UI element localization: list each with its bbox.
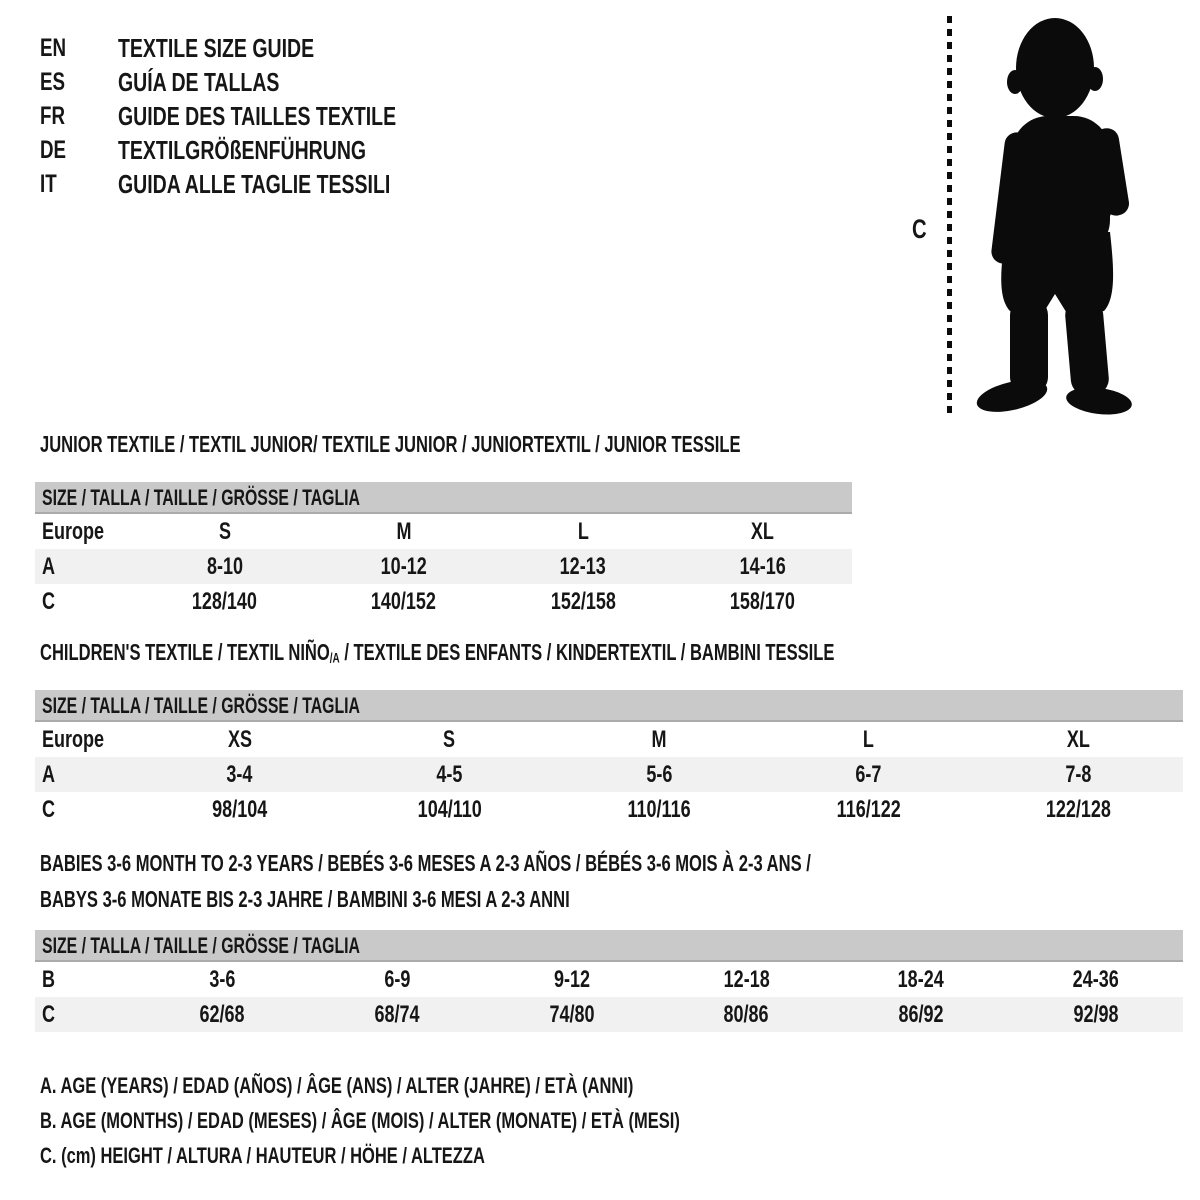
size-header-bar: SIZE / TALLA / TAILLE / GRÖSSE / TAGLIA xyxy=(42,933,360,958)
size-table-junior xyxy=(35,482,852,619)
legend-line-b: B. AGE (MONTHS) / EDAD (MESES) / ÂGE (MOIS) / ALTER (MONATE) / ETÀ (MESI) xyxy=(40,1108,680,1133)
table-cell: 18-24 xyxy=(898,966,945,993)
table-cell: L xyxy=(577,518,589,545)
table-row xyxy=(35,792,1183,827)
table-cell: 92/98 xyxy=(1073,1001,1119,1028)
size-header-bar: SIZE / TALLA / TAILLE / GRÖSSE / TAGLIA xyxy=(42,485,360,510)
table-cell: 122/128 xyxy=(1045,796,1111,823)
row-label: Europe xyxy=(42,518,105,545)
table-cell: 152/158 xyxy=(550,588,616,615)
legend-block xyxy=(40,1068,893,1173)
size-table-children-rows xyxy=(35,722,1183,827)
table-cell: 24-36 xyxy=(1072,966,1119,993)
legend-line-c: C. (cm) HEIGHT / ALTURA / HAUTEUR / HÖHE / ALTEZZA xyxy=(40,1143,485,1168)
language-row xyxy=(40,31,489,65)
legend-line-a: A. AGE (YEARS) / EDAD (AÑOS) / ÂGE (ANS) / ALTER (JAHRE) / ETÀ (ANNI) xyxy=(40,1073,634,1098)
table-cell: XL xyxy=(750,518,774,545)
table-cell: 128/140 xyxy=(192,588,258,615)
toddler-silhouette-svg xyxy=(962,12,1137,417)
table-row xyxy=(35,757,1183,792)
language-code: ES xyxy=(40,68,66,96)
language-title: GUIDE DES TAILLES TEXTILE xyxy=(118,101,397,131)
table-cell: 5-6 xyxy=(645,761,672,788)
table-cell: 6-7 xyxy=(855,761,882,788)
table-cell: XS xyxy=(227,726,252,753)
language-row xyxy=(40,65,489,99)
table-row xyxy=(35,997,1183,1032)
section-title-children: CHILDREN'S TEXTILE / TEXTIL NIÑO/A / TEXTILE DES ENFANTS / KINDERTEXTIL / BAMBINI TESSILE xyxy=(40,639,835,666)
language-title: GUÍA DE TALLAS xyxy=(118,67,280,97)
table-cell: 8-10 xyxy=(206,553,243,580)
language-code: IT xyxy=(40,170,57,198)
table-cell: 9-12 xyxy=(553,966,590,993)
size-table-babies-rows xyxy=(35,962,1183,1032)
size-table-children xyxy=(35,690,1183,827)
language-code: DE xyxy=(40,136,67,164)
table-row xyxy=(35,584,852,619)
table-cell: S xyxy=(218,518,231,545)
table-cell: M xyxy=(651,726,667,753)
language-row xyxy=(40,99,489,133)
height-dashed-line xyxy=(947,16,952,418)
section-title-babies-line1: BABIES 3-6 MONTH TO 2-3 YEARS / BEBÉS 3-6 MESES A 2-3 AÑOS / BÉBÉS 3-6 MOIS À 2-3 ANS / xyxy=(40,850,811,876)
row-label: A xyxy=(42,553,56,580)
language-row xyxy=(40,133,489,167)
table-cell: XL xyxy=(1066,726,1090,753)
language-title: GUIDA ALLE TAGLIE TESSILI xyxy=(118,169,391,199)
language-code: EN xyxy=(40,34,67,62)
table-cell: 74/80 xyxy=(549,1001,595,1028)
section-title-junior: JUNIOR TEXTILE / TEXTIL JUNIOR/ TEXTILE JUNIOR / JUNIORTEXTIL / JUNIOR TESSILE xyxy=(40,431,741,457)
table-cell: S xyxy=(443,726,456,753)
size-table-babies xyxy=(35,930,1183,1032)
table-cell: 110/116 xyxy=(627,796,691,823)
table-cell: 86/92 xyxy=(898,1001,944,1028)
table-cell: 14-16 xyxy=(739,553,786,580)
table-cell: 6-9 xyxy=(383,966,411,993)
table-cell: 158/170 xyxy=(729,588,795,615)
language-code: FR xyxy=(40,102,65,130)
table-cell: 4-5 xyxy=(436,761,463,788)
row-label: A xyxy=(42,761,56,788)
table-row xyxy=(35,514,852,549)
row-label: Europe xyxy=(42,726,105,753)
table-cell: 62/68 xyxy=(199,1001,245,1028)
row-label: B xyxy=(42,966,56,993)
table-cell: 12-13 xyxy=(560,553,607,580)
table-cell: 3-4 xyxy=(226,761,253,788)
table-row xyxy=(35,962,1183,997)
table-cell: 80/86 xyxy=(723,1001,769,1028)
table-cell: 98/104 xyxy=(212,796,268,823)
language-title-block xyxy=(40,31,489,201)
title-subscript: /A xyxy=(329,650,340,666)
language-title: TEXTILGRÖßENFÜHRUNG xyxy=(118,135,367,165)
table-cell: 10-12 xyxy=(380,553,427,580)
row-label: C xyxy=(42,796,56,823)
table-cell: L xyxy=(863,726,875,753)
table-cell: 7-8 xyxy=(1065,761,1092,788)
table-cell: 3-6 xyxy=(209,966,236,993)
size-table-junior-rows xyxy=(35,514,852,619)
height-marker-label: C xyxy=(912,214,927,244)
language-row xyxy=(40,167,489,201)
size-header-bar: SIZE / TALLA / TAILLE / GRÖSSE / TAGLIA xyxy=(42,693,360,718)
table-cell: 68/74 xyxy=(374,1001,420,1028)
table-cell: 104/110 xyxy=(417,796,482,823)
table-cell: 140/152 xyxy=(371,588,437,615)
table-cell: 116/122 xyxy=(836,796,901,823)
table-row xyxy=(35,549,852,584)
table-cell: M xyxy=(396,518,412,545)
row-label: C xyxy=(42,1001,56,1028)
table-cell: 12-18 xyxy=(723,966,770,993)
row-label: C xyxy=(42,588,56,615)
toddler-silhouette-image xyxy=(962,12,1137,417)
language-title: TEXTILE SIZE GUIDE xyxy=(118,33,315,63)
table-row xyxy=(35,722,1183,757)
section-title-babies-line2: BABYS 3-6 MONATE BIS 2-3 JAHRE / BAMBINI 3-6 MESI A 2-3 ANNI xyxy=(40,886,570,912)
